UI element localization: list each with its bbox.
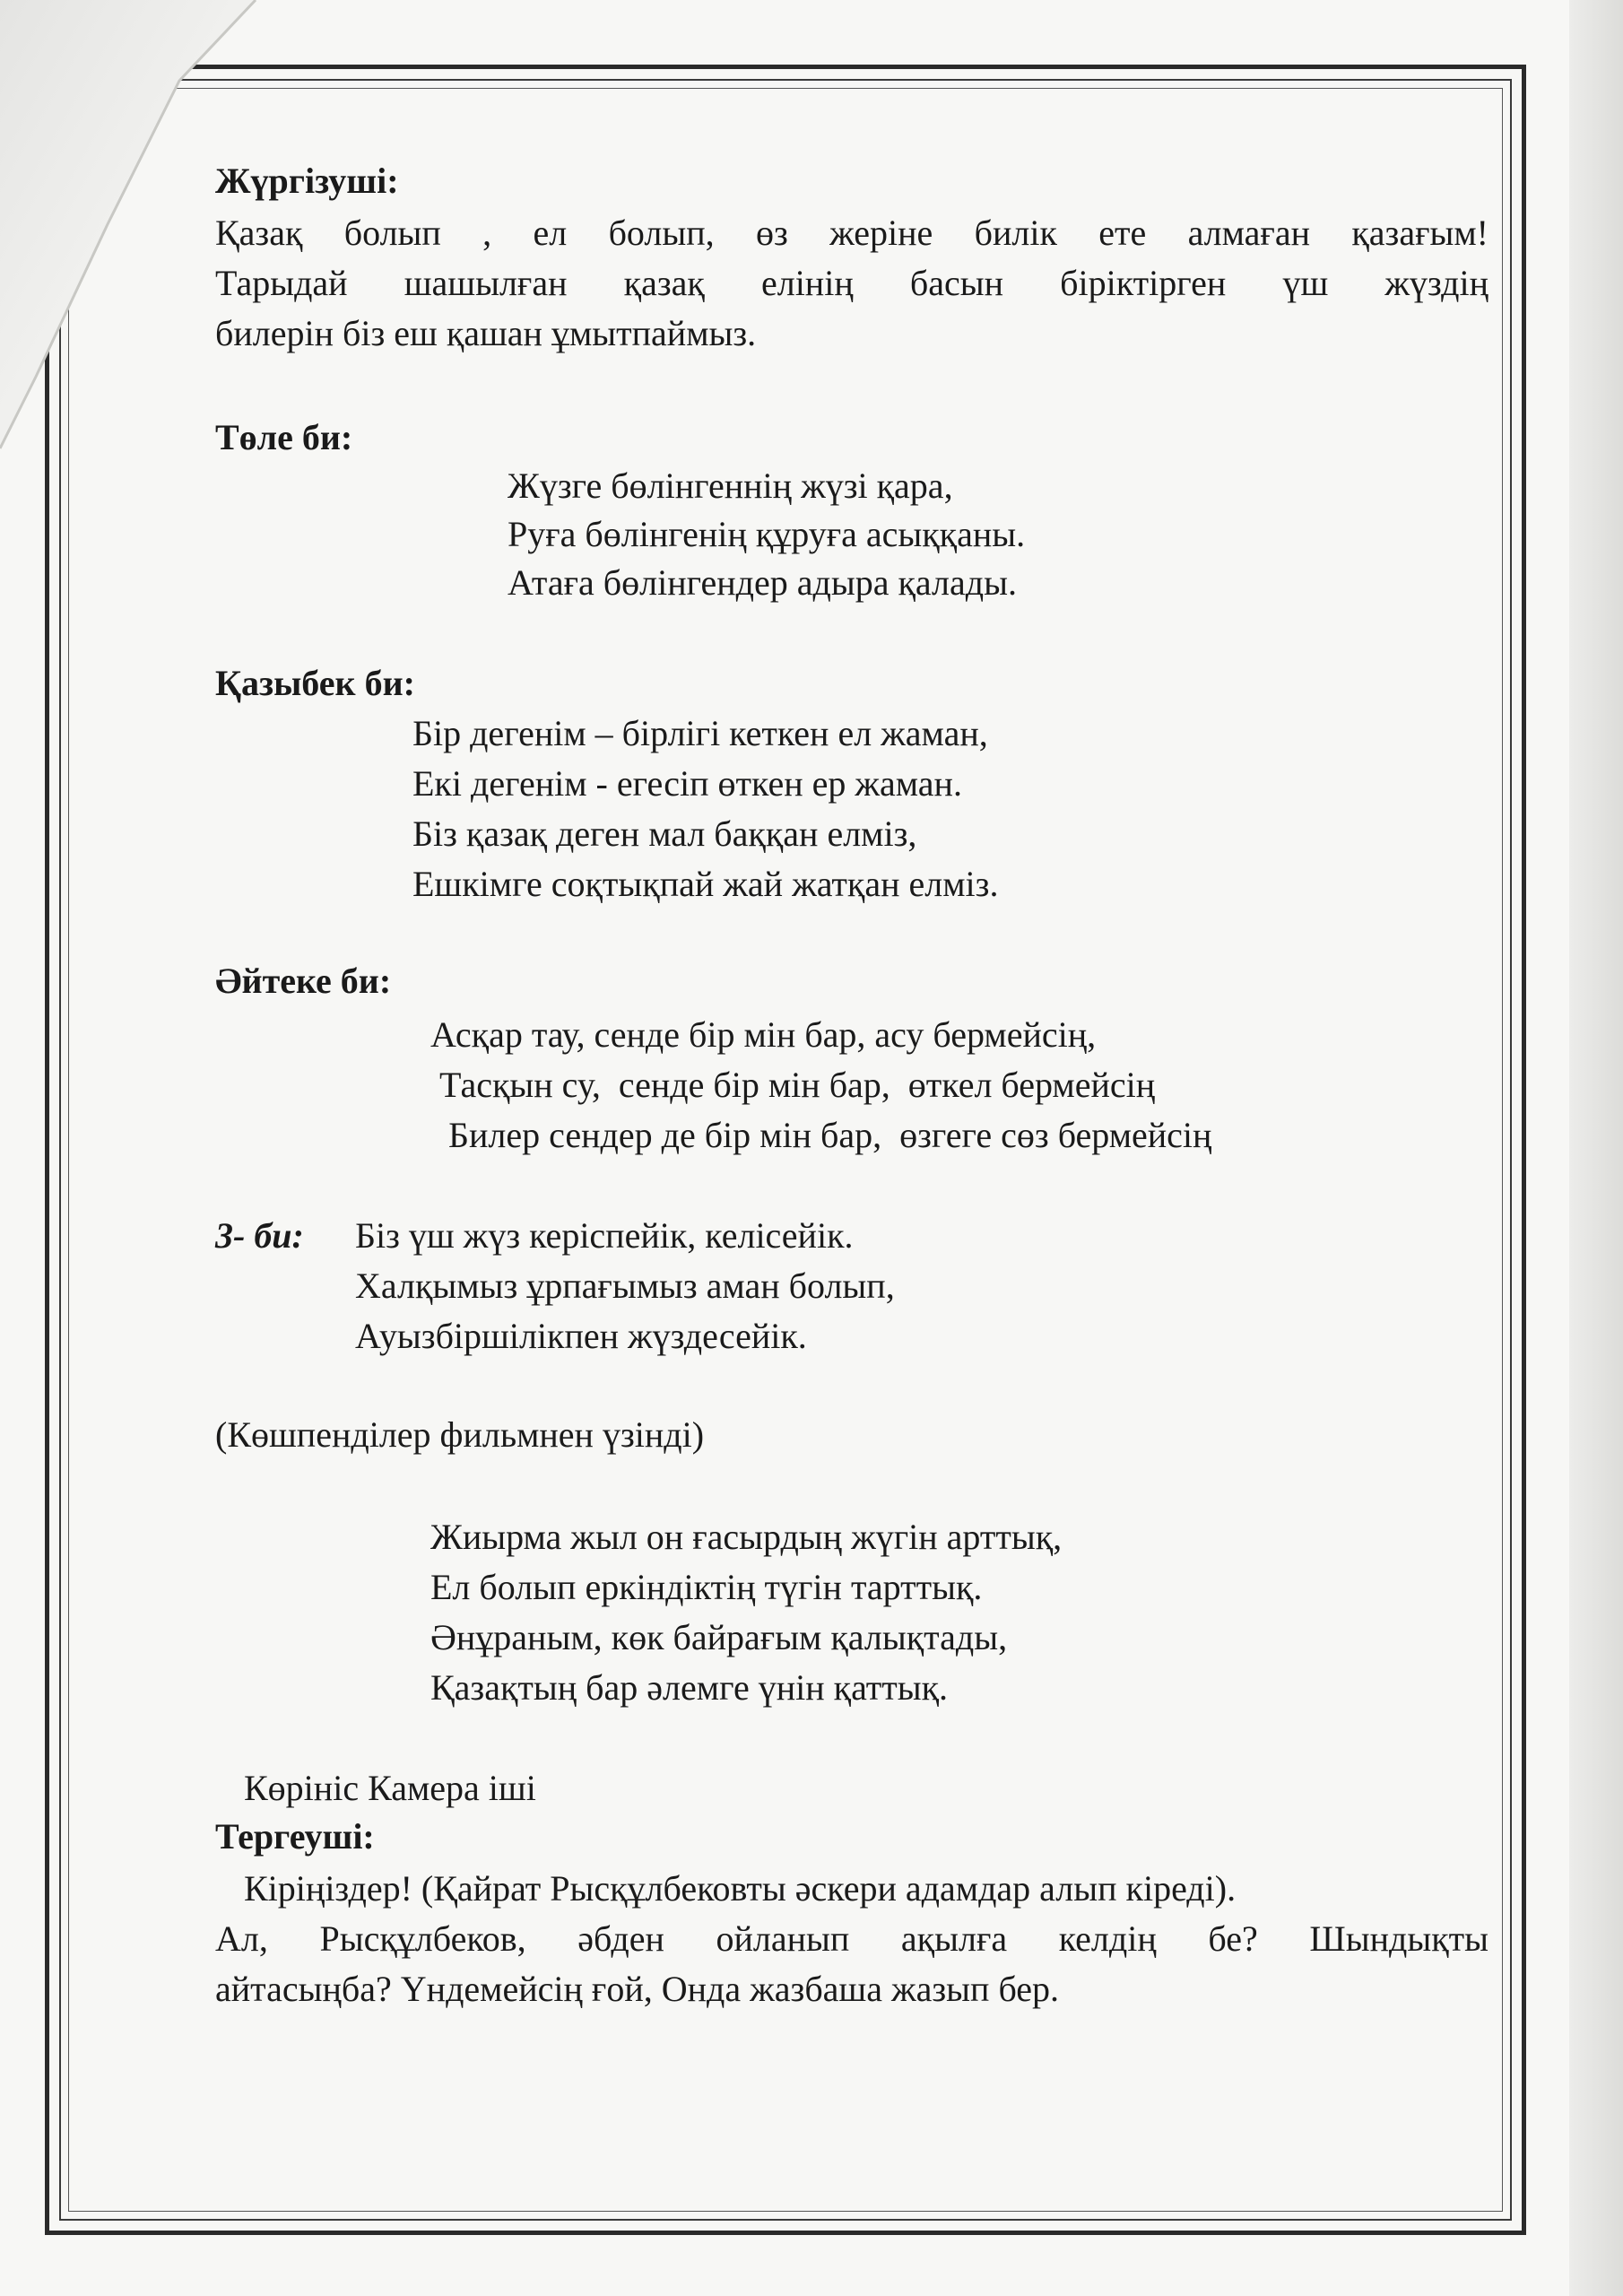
kazybek-bi-line-3: Біз қазақ деген мал баққан елміз, [412,813,917,854]
presenter-line-1: Қазақ болып , ел болып, өз жеріне билік ете алмаған қазағым! [215,213,1488,253]
speaker-presenter: Жүргізуші: [215,161,399,201]
tole-bi-line-1: Жүзге бөлінгеннің жүзі қара, [508,465,953,506]
speaker-aiteke-bi: Әйтеке би: [215,961,392,1001]
investigator-line-1: Кіріңіздер! (Қайрат Рысқұлбековты әскери адамдар алып кіреді). [244,1868,1237,1909]
poem-line-4: Қазақтың бар әлемге үнін қаттық. [430,1667,949,1708]
aiteke-bi-line-1: Асқар тау, сенде бір мін бар, асу бермейсің, [430,1014,1097,1055]
aiteke-bi-line-3: Билер сендер де бір мін бар, өзгеге сөз бермейсің [430,1115,1212,1155]
presenter-line-3: билерін біз еш қашан ұмытпаймыз. [215,313,757,353]
film-note: (Көшпенділер фильмнен үзінді) [215,1414,705,1455]
poem-line-2: Ел болып еркіндіктің түгін тарттық. [430,1567,983,1607]
presenter-line-2: Тарыдай шашылған қазақ елінің басын біріктірген үш жүздің [215,263,1488,303]
speaker-investigator: Тергеуші: [215,1816,375,1857]
scene-heading: Көрініс Камера іші [244,1768,536,1808]
kazybek-bi-line-4: Ешкімге соқтықпай жай жатқан елміз. [412,864,999,904]
investigator-line-3: айтасыңба? Үндемейсің ғой, Онда жазбаша жазып бер. [215,1969,1060,2009]
speaker-kazybek-bi: Қазыбек би: [215,663,415,703]
tole-bi-line-3: Атаға бөлінгендер адыра қалады. [508,562,1017,603]
speaker-third-bi: 3- би: [215,1215,304,1256]
kazybek-bi-line-2: Екі дегенім - егесіп өткен ер жаман. [412,763,962,804]
kazybek-bi-line-1: Бір дегенім – бірлігі кеткен ел жаман, [412,713,988,753]
third-bi-line-3: Ауызбіршілікпен жүздесейік. [355,1316,807,1356]
speaker-tole-bi: Төле би: [215,417,353,457]
poem-line-1: Жиырма жыл он ғасырдың жүгін арттық, [430,1517,1063,1557]
investigator-line-2: Ал, Рысқұлбеков, әбден ойланып ақылға келдің бе? Шындықты [215,1918,1488,1959]
poem-line-3: Әнұраным, көк байрағым қалықтады, [430,1617,1008,1657]
third-bi-line-1: Біз үш жүз керіспейік, келісейік. [355,1215,854,1256]
tole-bi-line-2: Руға бөлінгенің құруға асыққаны. [508,514,1026,554]
third-bi-line-2: Халқымыз ұрпағымыз аман болып, [355,1265,895,1306]
aiteke-bi-line-2: Тасқын су, сенде бір мін бар, өткел бермейсің [430,1065,1156,1105]
